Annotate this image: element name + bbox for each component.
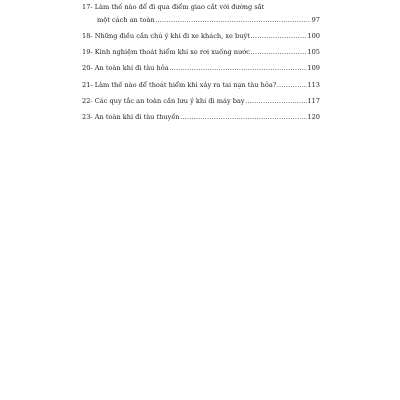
- toc-entry-line: [82, 97, 320, 107]
- dot-leader: [155, 16, 311, 26]
- dot-leader: [250, 32, 307, 42]
- toc-entry-title: 21- Làm thế nào để thoát hiểm khi xảy ra tai nạn tàu hỏa?: [82, 80, 277, 89]
- toc-page-number: 105: [307, 48, 320, 57]
- table-of-contents: [82, 3, 320, 123]
- toc-entry-19: [82, 48, 320, 58]
- toc-entry-21: [82, 81, 320, 91]
- toc-entry-23: [82, 113, 320, 123]
- dot-leader: [245, 97, 307, 107]
- toc-entry-title: 20- An toàn khi đi tàu hỏa: [82, 64, 169, 73]
- dot-leader: [169, 64, 307, 74]
- toc-entry-title: 19- Kinh nghiệm thoát hiểm khi xe rơi xuống nước: [82, 48, 250, 57]
- dot-leader: [277, 81, 307, 91]
- toc-entry-line: [82, 64, 320, 74]
- toc-entry-line: [82, 113, 320, 123]
- toc-page-number: 100: [307, 32, 320, 41]
- toc-entry-title-continued: một cách an toàn: [97, 15, 155, 24]
- toc-entry-17: [82, 3, 320, 26]
- toc-page-number: 120: [307, 112, 320, 121]
- toc-entry-line: [82, 32, 320, 42]
- toc-entry-line: [82, 81, 320, 91]
- toc-entry-title: 23- An toàn khi đi tàu thuyền: [82, 112, 180, 121]
- toc-page-number: 109: [307, 64, 320, 73]
- dot-leader: [250, 48, 306, 58]
- toc-entry-22: [82, 97, 320, 107]
- dot-leader: [180, 113, 307, 123]
- toc-entry-17-line-1: [82, 3, 320, 13]
- toc-entry-title: 18- Những điều cần chú ý khi đi xe khách, xe buýt: [82, 32, 250, 41]
- toc-entry-18: [82, 32, 320, 42]
- toc-page-number: 97: [311, 15, 320, 24]
- toc-page-number: 117: [307, 96, 320, 105]
- toc-entry-20: [82, 64, 320, 74]
- toc-entry-title: 17- Làm thế nào để đi qua điểm giao cắt với đường sắt: [82, 3, 265, 11]
- toc-entry-line: [82, 48, 320, 58]
- toc-entry-title: 22- Các quy tắc an toàn cần lưu ý khi đi máy bay: [82, 96, 245, 105]
- toc-entry-17-line-2: [82, 16, 320, 26]
- toc-page-number: 113: [307, 80, 320, 89]
